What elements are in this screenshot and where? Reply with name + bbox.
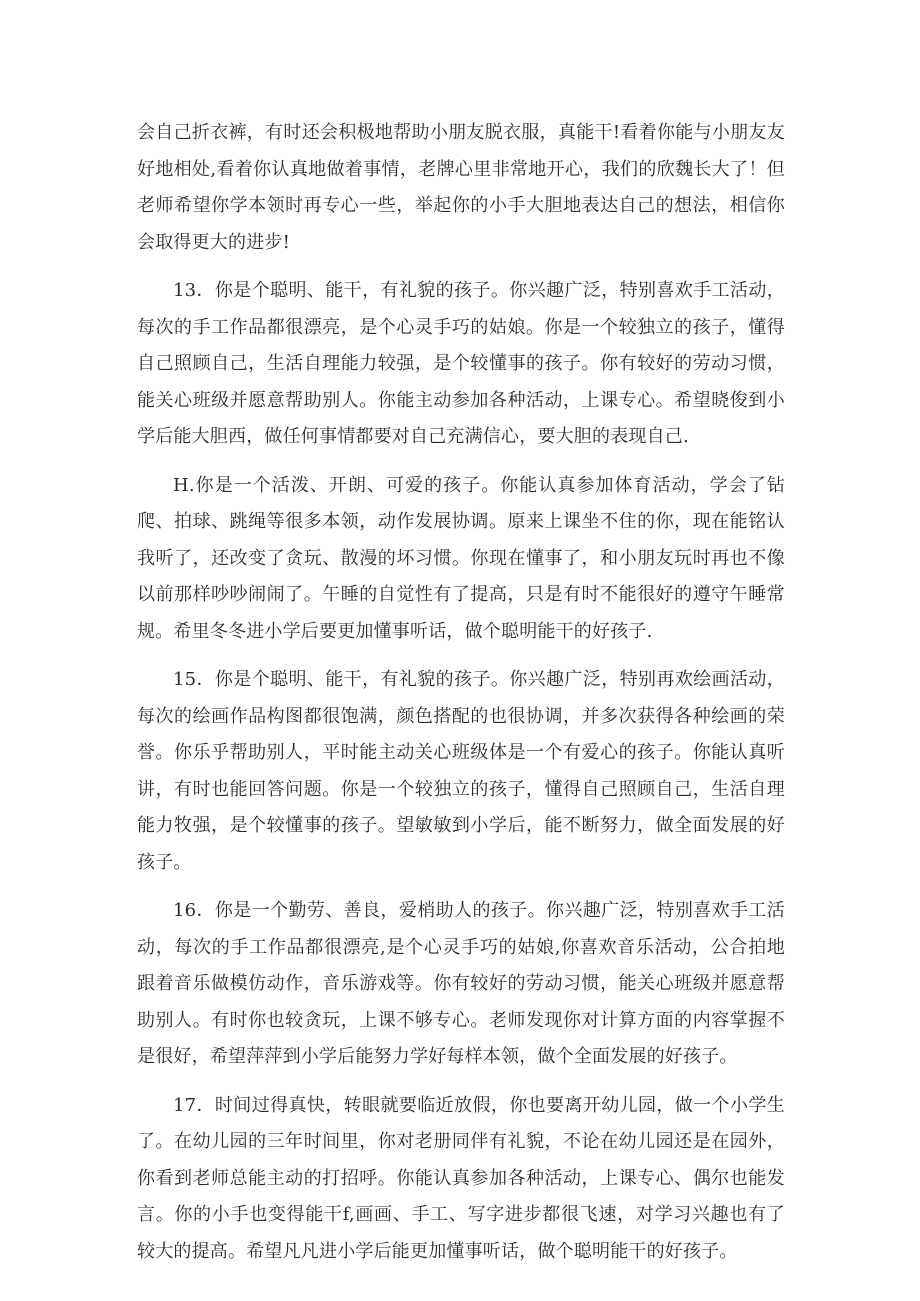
paragraph-17: 17．时间过得真快，转眼就要临近放假，你也要离开幼儿园，做一个小学生了。在幼儿园的三年时间里，你对老册同伴有礼貌，不论在幼儿园还是在园外，你看到老师总能主动的打招呼。你能认真参加各种活动，上课专心、偶尔也能发言。你的小手也变得能干f,画画、手工、写字进步都很飞速，对学习兴趣也有了较大的提高。希望凡凡进小学后能更加懂事听话，做个聪明能干的好孩子。 — [137, 1094, 785, 1262]
paragraph-13: 13．你是个聪明、能干，有礼貌的孩子。你兴趣广泛，特别喜欢手工活动，每次的手工作品都很漂亮，是个心灵手巧的姑娘。你是一个较独立的孩子，懂得自己照顾自己，生活自理能力较强，是个较懂事的孩子。你有较好的劳动习惯，能关心班级并愿意帮助别人。你能主动参加各种活动，上课专心。希望晓俊到小学后能大胆西，做任何事情都要对自己充满信心，要大胆的表现自己. — [137, 280, 785, 447]
document-body — [137, 115, 785, 1282]
paragraph-16: 16．你是一个勤劳、善良，爱梢助人的孩子。你兴趣广泛，特别喜欢手工活动，每次的手工作品都很漂亮,是个心灵手巧的姑娘,你喜欢音乐活动，公合拍地跟着音乐做模仿动作，音乐游戏等。你有较好的劳动习惯，能关心班级并愿意帮助别人。有时你也较贪玩，上课不够专心。老师发现你对计算方面的内容掌握不是很好，希望萍萍到小学后能努力学好每样本领，做个全面发展的好孩子。 — [137, 900, 785, 1067]
paragraph-continued: 会自己折衣裤，有时还会积极地帮助小朋友脱衣服，真能干!看着你能与小朋友友好地相处,看着你认真地做着事情，老牌心里非常地开心，我们的欣魏长大了！但老师希望你学本领时再专心一些，举起你的小手大胆地表达自己的想法，相信你会取得更大的进步! — [137, 122, 785, 253]
paragraph-14: H.你是一个活泼、开朗、可爱的孩子。你能认真参加体育活动，学会了钻爬、拍球、跳绳等很多本领，动作发展协调。原来上课坐不住的你，现在能铭认我听了，还改变了贪玩、散漫的坏习惯。你现在懂事了，和小朋友玩时再也不像以前那样吵吵闹闹了。午睡的自觉性有了提高，只是有时不能很好的遵守午睡常规。希里冬冬进小学后要更加懂事听话，做个聪明能干的好孩子. — [137, 474, 785, 642]
paragraph-15: 15．你是个聪明、能干，有礼貌的孩子。你兴趣广泛，特别再欢绘画活动，每次的绘画作品构图都很饱满，颜色搭配的也很协调，并多次获得各种绘画的荣誉。你乐乎帮助别人，平时能主动关心班级体是一个有爱心的孩子。你能认真听讲，有时也能回答问题。你是一个较独立的孩子，懂得自己照顾自己，生活自理能力牧强，是个较懂事的孩子。望敏敏到小学后，能不断努力，做全面发展的好孩子。 — [137, 669, 785, 873]
